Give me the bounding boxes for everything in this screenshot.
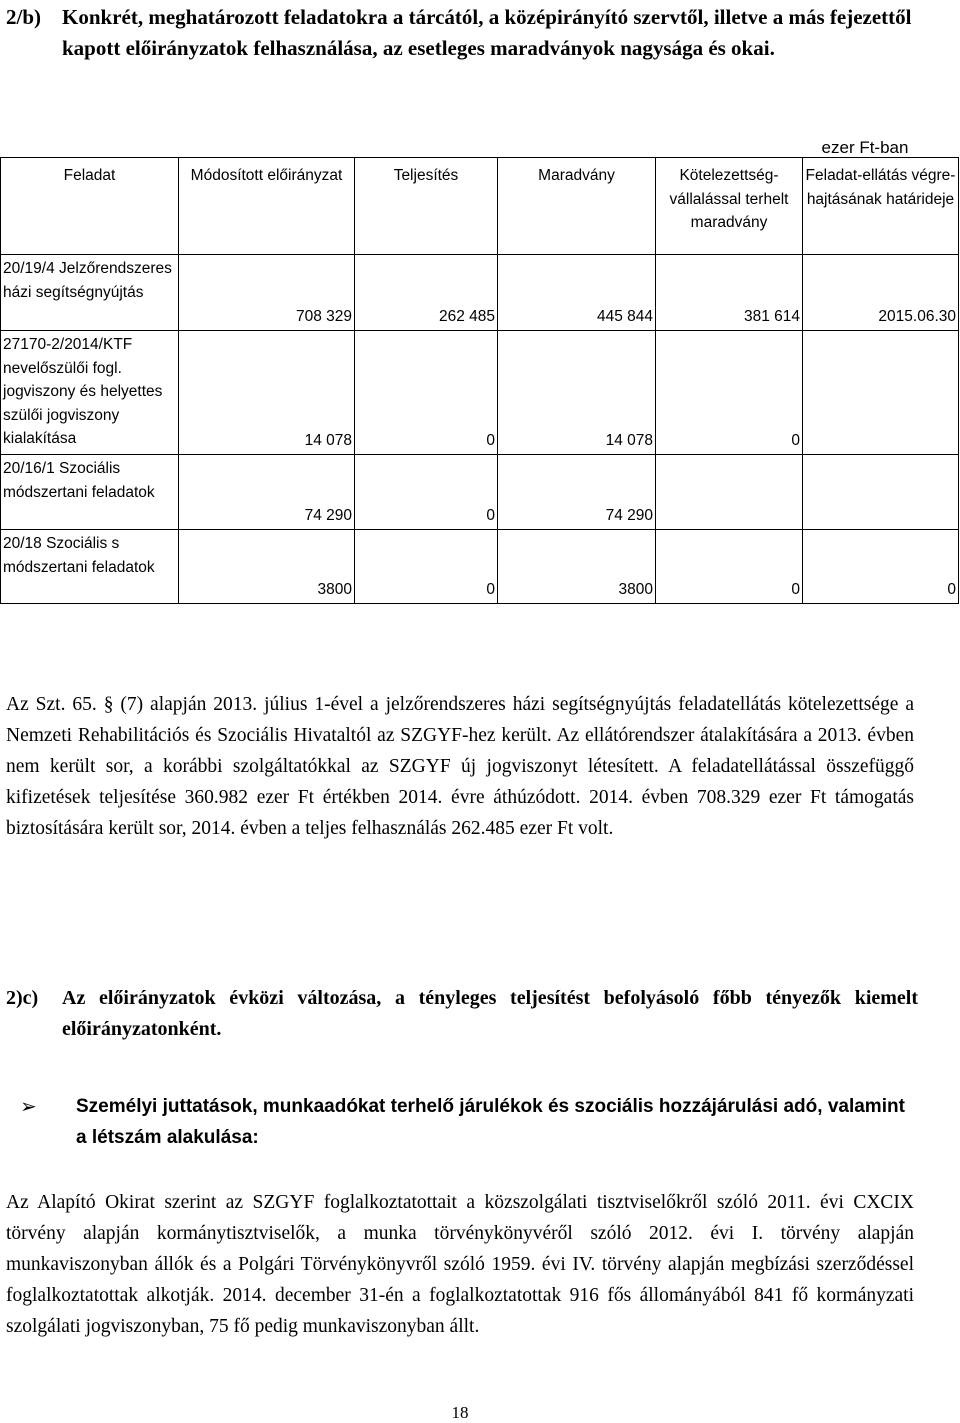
- row-label: 27170-2/2014/KTF nevelőszülői fogl. jogviszony és helyettes szülői jogviszony kialakítása: [1, 331, 179, 455]
- cell-kotelezettseg: 381 614: [656, 255, 803, 331]
- cell-maradvany: 445 844: [498, 255, 656, 331]
- page-number: 18: [451, 1403, 469, 1422]
- cell-modositott: 14 078: [179, 331, 355, 455]
- cell-modositott: 3800: [179, 530, 355, 604]
- table-row: [1, 331, 959, 455]
- cell-modositott: 74 290: [179, 455, 355, 530]
- section-title: Az előirányzatok évközi változása, a tényleges teljesítést befolyásoló főbb tényezők kiemelt előirányzatonként.: [62, 987, 918, 1040]
- table-row: [1, 455, 959, 530]
- cell-kotelezettseg: 0: [656, 331, 803, 455]
- heading-text: Konkrét, meghatározott feladatokra a tárcától, a középirányító szervtől, illetve a más fejezettől kapott előirányzatok felhasználása, az esetleges maradványok nagysága és okai.: [62, 5, 912, 60]
- cell-kotelezettseg: 0: [656, 530, 803, 604]
- table-row: [1, 530, 959, 604]
- appropriations-table: [0, 157, 959, 604]
- paragraph-alapito-okirat: Az Alapító Okirat szerint az SZGYF foglalkoztatottait a közszolgálati tisztviselőkről szóló 2011. évi CXCIX törvény alapján kormánytisztviselők, a munka törvénykönyvéről szóló 2012. évi I. törvény alapján munkaviszonyban állók és a Polgári Törvénykönyvről szóló 1959. évi IV. törvény alapján megbízási szerződéssel foglalkoztatottak alkotják. 2014. december 31-én a foglalkoztatottak 916 fős állományából 841 fő kormányzati szolgálati jogviszonyban, 75 fő pedig munkaviszonyban állt.: [6, 1192, 914, 1337]
- cell-teljesites: 262 485: [355, 255, 498, 331]
- paragraph-szt: Az Szt. 65. § (7) alapján 2013. július 1-ével a jelzőrendszeres házi segítségnyújtás feladatellátás kötelezettsége a Nemzeti Rehabilitációs és Szociális Hivataltól az SZGYF-hez került. Az ellátórendszer átalakítására a 2013. évben nem került sor, a korábbi szolgáltatókkal az SZGYF új jogviszonyt létesített. A feladatellátással összefüggő kifizetések teljesítése 360.982 ezer Ft értékben 2014. évre áthúzódott. 2014. évben 708.329 ezer Ft támogatás biztosítására került sor, 2014. évben a teljes felhasználás 262.485 ezer Ft volt.: [6, 694, 914, 839]
- cell-hatarido: 2015.06.30: [803, 255, 959, 331]
- cell-teljesites: 0: [355, 331, 498, 455]
- cell-maradvany: 14 078: [498, 331, 656, 455]
- row-label: 20/16/1 Szociális módszertani feladatok: [1, 455, 179, 530]
- arrowhead-bullet-icon: ➢: [20, 1094, 37, 1118]
- row-label: 20/19/4 Jelzőrendszeres házi segítségnyújtás: [1, 255, 179, 331]
- header-feladat: Feladat: [1, 158, 179, 255]
- cell-maradvany: 74 290: [498, 455, 656, 530]
- section-number: 2)c): [6, 987, 39, 1009]
- heading-number: 2/b): [6, 5, 42, 29]
- row-label: 20/18 Szociális s módszertani feladatok: [1, 530, 179, 604]
- cell-maradvany: 3800: [498, 530, 656, 604]
- header-hatarido: Feladat-ellátás végre-hajtásának határideje: [803, 158, 959, 255]
- cell-modositott: 708 329: [179, 255, 355, 331]
- header-maradvany: Maradvány: [498, 158, 656, 255]
- cell-teljesites: 0: [355, 530, 498, 604]
- table-header-row: [1, 158, 959, 255]
- bullet-heading: Személyi juttatások, munkaadókat terhelő járulékok és szociális hozzájárulási adó, valamint a létszám alakulása:: [76, 1096, 905, 1148]
- cell-teljesites: 0: [355, 455, 498, 530]
- header-modositott: Módosított előirányzat: [179, 158, 355, 255]
- cell-hatarido: 0: [803, 530, 959, 604]
- cell-hatarido: [803, 455, 959, 530]
- cell-kotelezettseg: [656, 455, 803, 530]
- table-row: [1, 255, 959, 331]
- unit-note: ezer Ft-ban: [821, 138, 909, 157]
- cell-hatarido: [803, 331, 959, 455]
- header-kotelezettseg: Kötelezettség-vállalással terhelt maradvány: [656, 158, 803, 255]
- header-teljesites: Teljesítés: [355, 158, 498, 255]
